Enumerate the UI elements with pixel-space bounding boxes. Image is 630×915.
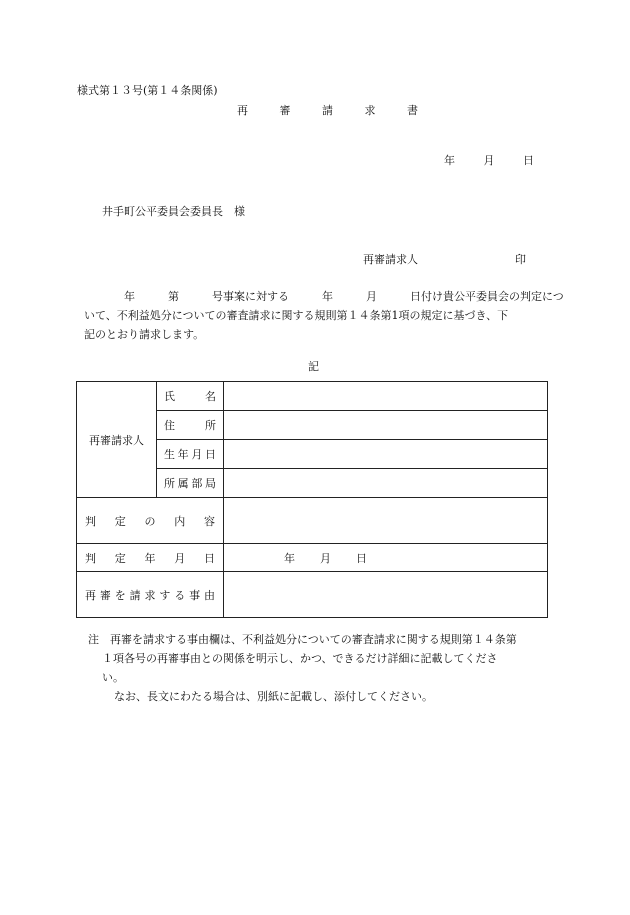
- requester-group-label: 再審請求人: [77, 382, 157, 498]
- decision-year: 年: [284, 551, 295, 565]
- note-line: 注 再審を請求する事由欄は、不利益処分についての審査請求に関する規則第１４条第: [88, 633, 517, 646]
- department-label: 所属部局: [157, 469, 224, 498]
- title-char: 審: [279, 104, 291, 117]
- reason-field[interactable]: [224, 572, 548, 618]
- name-label: 氏 名: [157, 382, 224, 411]
- date-line: [444, 154, 534, 168]
- body-line: 記のとおり請求します。: [84, 328, 205, 341]
- decision-content-field[interactable]: [224, 498, 548, 544]
- body-line: 年 第 号事案に対する 年 月 日付け貴公平委員会の判定につ: [124, 290, 564, 303]
- note-line: １項各号の再審事由との関係を明示し、かつ、できるだけ詳細に記載してくださ: [102, 652, 498, 665]
- decision-date-label: 判定年月日: [77, 544, 224, 572]
- date-day: 日: [523, 154, 534, 167]
- decision-content-label: 判定の内容: [77, 498, 224, 544]
- title-char: 求: [364, 104, 376, 117]
- dob-label: 生年月日: [157, 440, 224, 469]
- footnote: [88, 630, 554, 706]
- title-char: 書: [407, 104, 418, 117]
- reason-label: 再審を請求する事由: [77, 572, 224, 618]
- date-month: 月: [483, 154, 495, 167]
- note-line: なお、長文にわたる場合は、別紙に記載し、添付してください。: [114, 690, 433, 703]
- address-label: 住 所: [157, 411, 224, 440]
- document-title: [237, 104, 418, 118]
- decision-day: 日: [356, 551, 367, 565]
- request-body: [84, 287, 564, 344]
- department-field[interactable]: [224, 469, 548, 498]
- note-line: い。: [102, 671, 124, 684]
- addressee: 井手町公平委員会委員長 様: [102, 205, 245, 218]
- dob-field[interactable]: [224, 440, 548, 469]
- date-year: 年: [444, 154, 455, 167]
- title-char: 再: [237, 104, 248, 117]
- seal-mark: 印: [515, 253, 526, 266]
- address-field[interactable]: [224, 411, 548, 440]
- decision-date-field[interactable]: [224, 544, 548, 572]
- requester-label: 再審請求人: [363, 253, 418, 266]
- title-char: 請: [322, 104, 333, 117]
- ki-heading: 記: [308, 360, 319, 373]
- request-form-table: [76, 381, 548, 618]
- name-field[interactable]: [224, 382, 548, 411]
- body-line: いて、不利益処分についての審査請求に関する規則第１４条第1項の規定に基づき、下: [84, 309, 509, 322]
- form-number: 様式第１３号(第１４条関係): [77, 84, 218, 97]
- decision-month: 月: [320, 551, 331, 565]
